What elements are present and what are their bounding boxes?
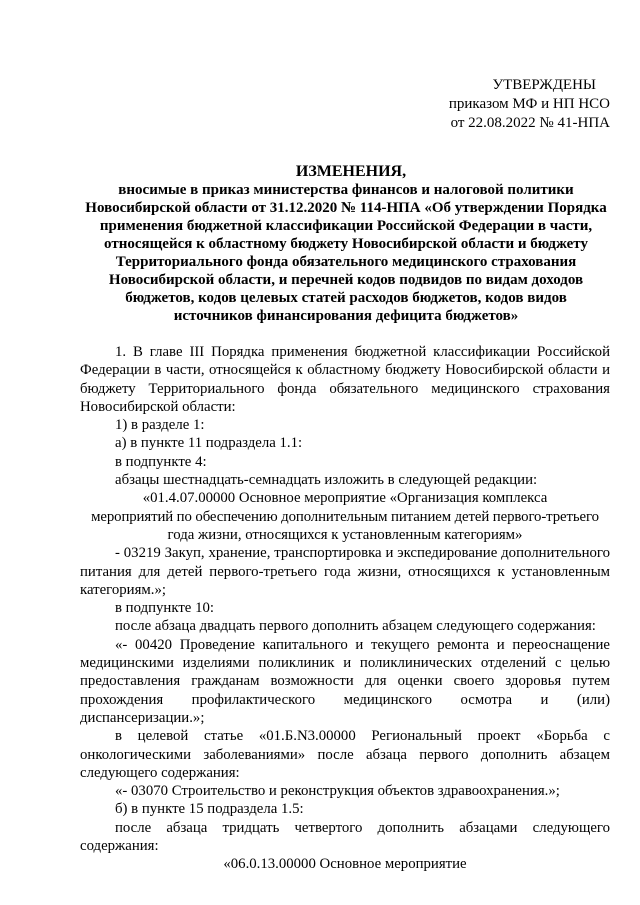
centered-line-2: «06.0.13.00000 Основное мероприятие [223,856,467,873]
paragraph-2: 1) в разделе 1: [115,417,205,434]
paragraph-11: «- 03070 Строительство и реконструкция объектов здравоохранения.»; [115,783,560,800]
approval-line-2: приказом МФ и НП НСО [448,96,610,112]
title-line-6: Новосибирской области, и перечней кодов подвидов по видам доходов [108,272,584,288]
paragraph-7: в подпункте 10: [115,600,214,617]
paragraph-9: «- 00420 Проведение капитального и текущего ремонта и переоснащение медицинскими изделиями поликлиник и поликлинических отделений с целью предоставления гражданам возможности для оценки своего здоровья путем прохождения профилактического медицинского осмотра и (или) диспансеризации.»; [80,636,610,726]
paragraph-8: после абзаца двадцать первого дополнить абзацем следующего содержания: [115,618,596,635]
paragraph-5: абзацы шестнадцать-семнадцать изложить в следующей редакции: [115,472,538,489]
paragraph-4: в подпункте 4: [115,453,207,470]
title-line-4: относящейся к областному бюджету Новосибирской области и бюджету [104,236,588,252]
paragraph-3: а) в пункте 11 подраздела 1.1: [115,435,303,452]
paragraph-10: в целевой статье «01.Б.N3.00000 Региональный проект «Борьба с онкологическими заболеваниями» после абзаца первого дополнить абзацем следующего содержания: [80,728,610,781]
title-line-2: Новосибирской области от 31.12.2020 № 114-НПА «Об утверждении Порядка [85,200,607,216]
title-line-3: применения бюджетной классификации Российской Федерации в части, [99,218,593,234]
paragraph-6: - 03219 Закуп, хранение, транспортировка и экспедирование дополнительного питания для детей первого-третьего года жизни, относящихся к установленным категориям.»; [80,545,610,598]
title-line-5: Территориального фонда обязательного медицинского страхования [115,254,577,270]
paragraph-1: 1. В главе III Порядка применения бюджетной классификации Российской Федерации в части, относящейся к областному бюджету Новосибирской области и бюджету Территориального фонда обязательного медицинского страхования Новосибирской области: [80,344,610,415]
centered-line-1b: мероприятий по обеспечению дополнительным питанием детей первого-третьего [91,508,599,525]
title-heading: ИЗМЕНЕНИЯ, [295,163,407,180]
approval-stamp [410,76,610,133]
paragraph-13: после абзаца тридцать четвертого дополнить абзацами следующего содержания: [80,819,610,855]
title-line-8: источников финансирования дефицита бюджетов» [173,308,519,324]
centered-line-1c: года жизни, относящихся к установленным категориям» [167,526,523,543]
title-line-7: бюджетов, кодов целевых статей расходов бюджетов, кодов видов [125,290,567,306]
title-line-1: вносимые в приказ министерства финансов и налоговой политики [118,182,574,198]
paragraph-12: б) в пункте 15 подраздела 1.5: [115,801,304,818]
document-body [80,343,610,874]
centered-line-1a: «01.4.07.00000 Основное мероприятие «Организация комплекса [142,490,548,507]
approval-line-3: от 22.08.2022 № 41-НПА [450,115,610,131]
document-title [80,163,612,325]
approval-line-1: УТВЕРЖДЕНЫ [492,77,596,93]
